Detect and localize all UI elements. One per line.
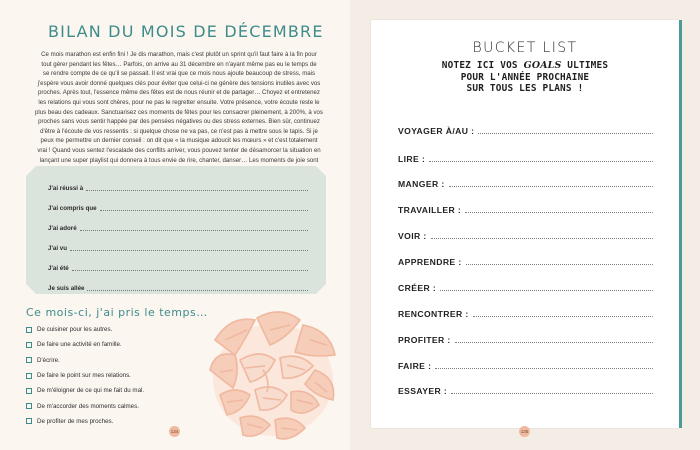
- checklist-label: De m'éloigner de ce qui me fait du mal.: [37, 387, 145, 395]
- writing-line: [80, 230, 308, 231]
- checklist-label: De cuisiner pour les autres.: [37, 326, 113, 334]
- goal-row[interactable]: [398, 281, 653, 293]
- reflection-row[interactable]: [48, 178, 308, 198]
- goal-label: PROFITER :: [398, 335, 451, 345]
- writing-line: [100, 210, 308, 211]
- reflection-label: J'ai réussi à: [48, 184, 84, 192]
- subtitle-goals-word: GOALS: [523, 60, 562, 71]
- writing-line: [451, 393, 653, 394]
- time-taken-title: Ce mois-ci, j'ai pris le temps…: [26, 306, 208, 319]
- checklist-item[interactable]: [26, 383, 144, 398]
- checkbox[interactable]: [26, 327, 32, 333]
- intro-line: lançant une super playlist qui donnera à tous envie de rire, chanter, danser… Les moments de joie sont: [39, 156, 319, 164]
- writing-line: [429, 161, 653, 162]
- intro-line: se rendre compte de ce qu'il se passait. Il est vrai que ce mois nous ajoute beaucoup de stress, mais: [42, 70, 316, 78]
- reflection-row[interactable]: [48, 258, 308, 278]
- goal-row[interactable]: [398, 384, 653, 396]
- checklist-item[interactable]: [26, 322, 144, 337]
- goal-label: APPRENDRE :: [398, 257, 462, 267]
- time-checklist: [26, 322, 144, 429]
- intro-line: Ce mois marathon est enfin fini ! Je dis marathon, mais c'est plutôt un sprint qu'il faut faire à la fin pour: [41, 51, 317, 58]
- checklist-item[interactable]: [26, 337, 144, 352]
- goal-row[interactable]: [398, 229, 653, 241]
- goal-row[interactable]: [398, 307, 653, 319]
- goal-row[interactable]: [398, 333, 653, 345]
- goal-label: VOYAGER À/AU :: [398, 126, 475, 136]
- checklist-label: De faire une activité en famille.: [37, 341, 122, 349]
- subtitle-text: SUR TOUS LES PLANS !: [466, 83, 584, 94]
- reflection-label: J'ai compris que: [48, 204, 97, 212]
- writing-line: [440, 290, 653, 291]
- intro-text: [34, 50, 324, 175]
- checkbox[interactable]: [26, 418, 32, 424]
- page-number-left: 134: [169, 426, 180, 437]
- writing-line: [70, 250, 308, 251]
- subtitle-text: POUR L'ANNÉE PROCHAINE: [460, 71, 590, 83]
- writing-line: [435, 368, 653, 369]
- reflection-label: J'ai adoré: [48, 224, 77, 232]
- writing-line: [431, 238, 653, 239]
- goal-label: TRAVAILLER :: [398, 205, 462, 215]
- intro-line: d'être à l'écoute de vos ressentis : si quelque chose ne va pas, ce n'est pas à mettre sous le tapis. Si je: [40, 127, 318, 135]
- checklist-label: De m'accorder des moments calmes.: [37, 402, 139, 410]
- bucket-list-title: BUCKET LIST: [472, 40, 578, 56]
- goal-row[interactable]: [398, 152, 653, 164]
- checklist-label: De faire le point sur mes relations.: [37, 372, 131, 380]
- checkbox[interactable]: [26, 373, 32, 379]
- left-page-title: BILAN DU MOIS DE DÉCEMBRE: [48, 22, 324, 41]
- intro-line: plus beau des cadeaux. Sanctuarisez ces moments de fêtes pour les consacrer pleinement, à 200%, à vos: [35, 108, 323, 116]
- writing-line: [87, 290, 308, 291]
- checklist-label: De profiter de mes proches.: [37, 417, 114, 425]
- reflection-row[interactable]: [48, 278, 308, 298]
- intro-line: les relations qui vous sont chères, pour ne pas le regretter ensuite. Votre présence, votre écoute reste le: [38, 98, 320, 106]
- goal-label: ESSAYER :: [398, 386, 448, 396]
- goal-label: CRÉER :: [398, 283, 437, 293]
- checklist-label: D'écrire.: [37, 356, 60, 364]
- intro-line: peux me permettre un dernier conseil : on dit que « la musique adoucit les mœurs » et c'est totalement: [40, 137, 318, 145]
- intro-line: j'espère vous avoir donné quelques clés pour éviter que celui-ci ne génère des tensions inutiles avec vos: [37, 79, 321, 87]
- page-number-right: 135: [519, 426, 530, 437]
- goal-row[interactable]: [398, 124, 653, 136]
- goal-label: RENCONTRER :: [398, 309, 469, 319]
- checklist-item[interactable]: [26, 353, 144, 368]
- goal-row[interactable]: [398, 177, 653, 189]
- writing-line: [72, 270, 308, 271]
- intro-line: proches. Après tout, l'essence même des fêtes est de nous réunir et de partager… Choyez et entretenez: [38, 89, 320, 97]
- goal-row[interactable]: [398, 203, 653, 215]
- writing-line: [455, 342, 653, 343]
- reflection-row[interactable]: [48, 198, 308, 218]
- writing-line: [86, 190, 308, 191]
- intro-line: tout gérer pendant les fêtes… Parfois, on arrive au 31 décembre en n'ayant même pas eu le temps de: [41, 60, 317, 68]
- reflection-label: J'ai vu: [48, 244, 68, 252]
- checklist-item[interactable]: [26, 368, 144, 383]
- reflection-label: Je suis allée: [48, 284, 85, 292]
- goal-row[interactable]: [398, 359, 653, 371]
- writing-line: [473, 316, 653, 317]
- writing-line: [465, 212, 653, 213]
- goal-label: LIRE :: [398, 154, 426, 164]
- pinecone-illustration-icon: [195, 300, 345, 450]
- checkbox[interactable]: [26, 388, 32, 394]
- panel-accent-bar: [679, 20, 682, 428]
- reflection-box: [26, 166, 326, 294]
- writing-line: [466, 264, 653, 265]
- subtitle-text: ULTIMES: [561, 60, 609, 71]
- checkbox[interactable]: [26, 403, 32, 409]
- writing-line: [478, 133, 653, 134]
- subtitle-text: NOTEZ ICI VOS: [441, 60, 524, 71]
- intro-line: proches sans vous sentir happée par des pensées négatives ou des stress externes. Bien sûr, continuez: [38, 118, 320, 126]
- bucket-list-subtitle: [371, 60, 679, 95]
- reflection-row[interactable]: [48, 238, 308, 258]
- goal-label: FAIRE :: [398, 361, 432, 371]
- writing-line: [449, 186, 653, 187]
- checklist-item[interactable]: [26, 398, 144, 413]
- intro-line: vrai ! Quand vous sentez l'escalade des conflits arriver, vous pouvez tenter de désamorcer la situation en: [37, 146, 321, 154]
- reflection-label: J'ai été: [48, 264, 69, 272]
- checkbox[interactable]: [26, 342, 32, 348]
- reflection-row[interactable]: [48, 218, 308, 238]
- checkbox[interactable]: [26, 357, 32, 363]
- checklist-item[interactable]: [26, 414, 144, 429]
- goal-label: MANGER :: [398, 179, 445, 189]
- goal-label: VOIR :: [398, 231, 427, 241]
- goal-row[interactable]: [398, 255, 653, 267]
